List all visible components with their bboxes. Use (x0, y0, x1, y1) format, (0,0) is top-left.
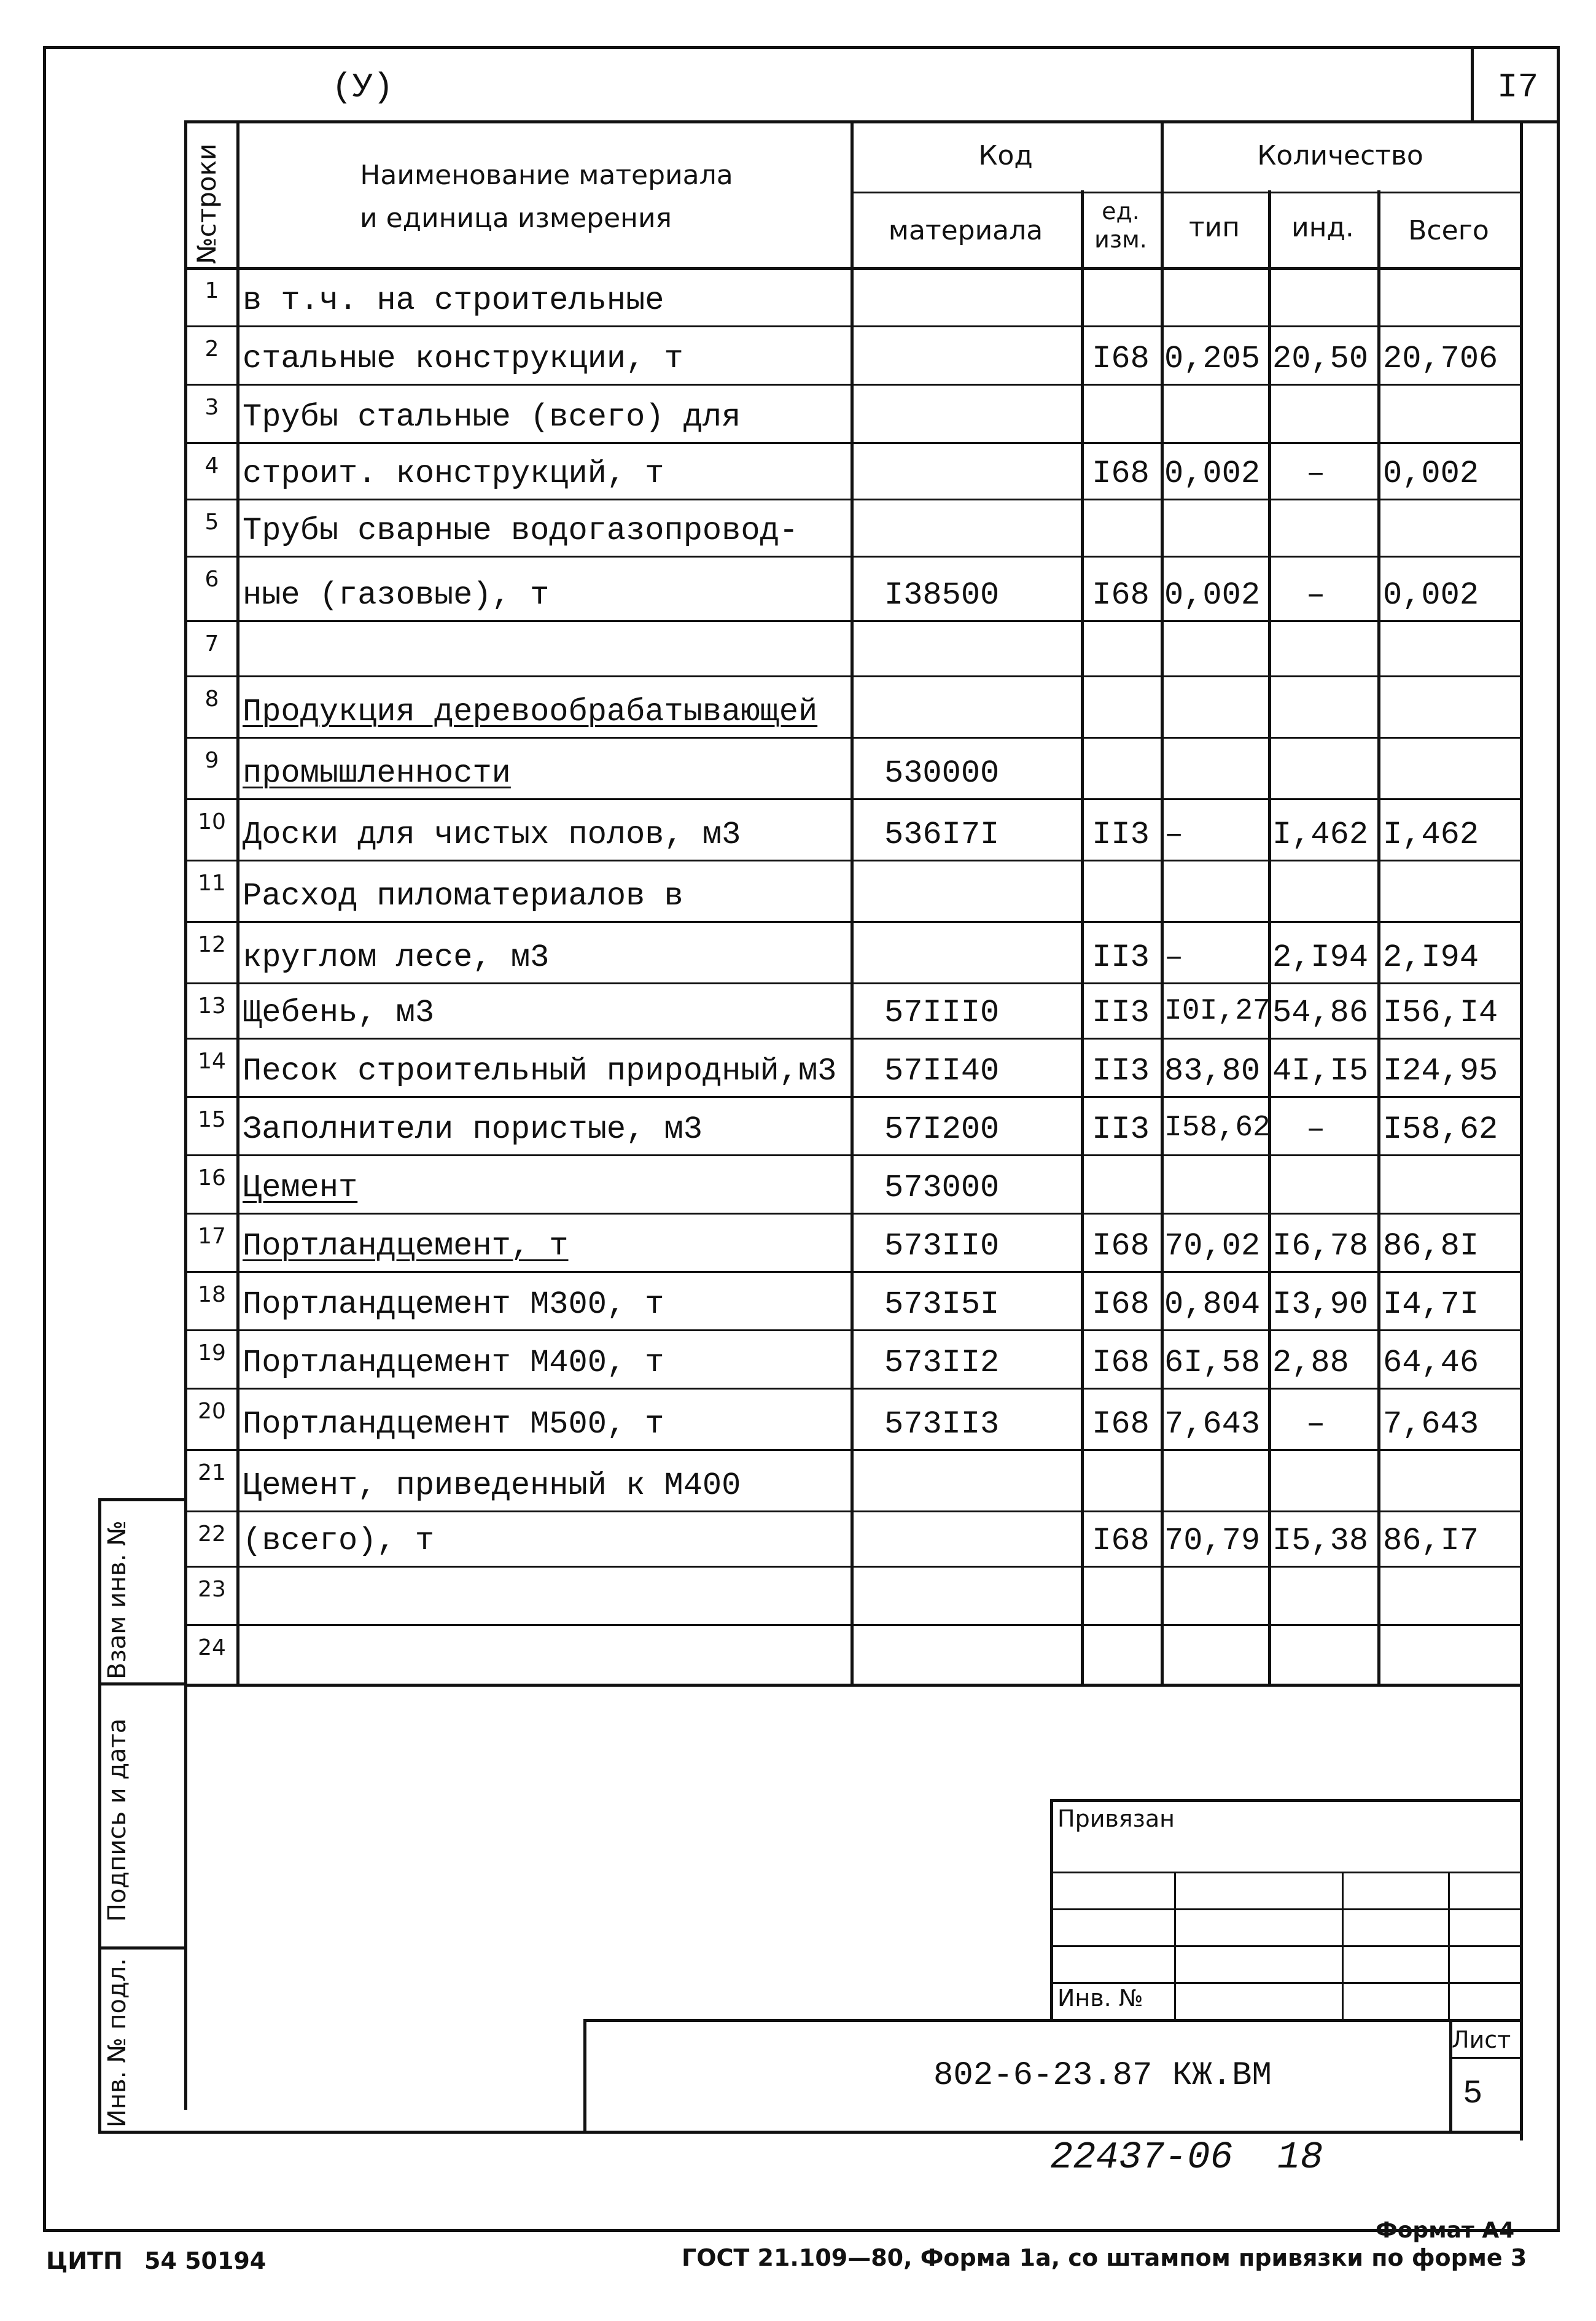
row-name: Портландцемент М400, т (243, 1345, 664, 1381)
row-total: I4,7I (1383, 1286, 1479, 1323)
row-code: 536I7I (884, 817, 1000, 853)
row-typ: 7,643 (1164, 1406, 1261, 1442)
row-divider (184, 1038, 1522, 1040)
row-name: строит. конструкций, т (243, 456, 664, 492)
row-name: Цемент (243, 1170, 358, 1206)
row-n: 24 (198, 1635, 226, 1660)
row-n: 12 (198, 932, 226, 957)
row-total: I24,95 (1383, 1053, 1498, 1089)
row-divider (184, 1566, 1522, 1568)
row-divider (184, 325, 1522, 327)
row-name: промышленности (243, 755, 511, 791)
privyazan-col2 (1342, 1872, 1344, 2020)
header-qty-type: тип (1189, 212, 1240, 243)
stamp-vzam-inv: Взам инв. № (103, 1520, 131, 1679)
title-block-left (583, 2019, 586, 2134)
row-divider (184, 1271, 1522, 1273)
row-total: I56,I4 (1383, 995, 1498, 1031)
row-divider (184, 442, 1522, 444)
row-total: 20,706 (1383, 341, 1498, 377)
row-code: 57III0 (884, 995, 1000, 1031)
col-rowno-divider (236, 120, 239, 1686)
row-divider (184, 1213, 1522, 1215)
row-typ: I0I,27 (1164, 995, 1271, 1028)
row-n: 20 (198, 1399, 226, 1424)
row-typ: 70,79 (1164, 1523, 1261, 1559)
row-total: I58,62 (1383, 1111, 1498, 1148)
row-divider (184, 737, 1522, 739)
row-code: 573II3 (884, 1406, 1000, 1442)
side-stamp-div2 (98, 1946, 187, 1950)
row-total: 7,643 (1383, 1406, 1479, 1442)
side-stamp-div1 (98, 1682, 187, 1685)
row-n: 23 (198, 1577, 226, 1602)
row-total: 2,I94 (1383, 939, 1479, 976)
col-unit-divider (1161, 120, 1164, 1686)
row-typ: 0,205 (1164, 341, 1261, 377)
row-name: Заполнители пористые, м3 (243, 1111, 703, 1148)
row-name: Портландцемент, т (243, 1228, 569, 1264)
row-name: Трубы стальные (всего) для (243, 399, 741, 435)
row-unit: I68 (1092, 456, 1150, 492)
row-typ: 6I,58 (1164, 1345, 1261, 1381)
row-total: 64,46 (1383, 1345, 1479, 1381)
row-name: Продукция деревообрабатывающей (243, 694, 818, 730)
privyazan-top (1050, 1799, 1523, 1802)
row-divider (184, 675, 1522, 677)
row-divider (184, 556, 1522, 558)
row-total: 86,I7 (1383, 1523, 1479, 1559)
row-code: 57II40 (884, 1053, 1000, 1089)
row-ind: 2,88 (1272, 1345, 1349, 1381)
row-divider (184, 499, 1522, 500)
row-name: Песок строительный природный,м3 (243, 1053, 837, 1089)
row-unit: II3 (1092, 995, 1150, 1031)
row-divider (184, 620, 1522, 622)
row-name: Доски для чистых полов, м3 (243, 817, 741, 853)
corner-label: (У) (332, 68, 394, 107)
row-divider (184, 1624, 1522, 1626)
header-top (184, 120, 1523, 123)
row-typ: 0,002 (1164, 577, 1261, 613)
row-name: Трубы сварные водогазопровод- (243, 513, 798, 549)
col-name-divider (851, 120, 854, 1686)
row-ind: – (1306, 577, 1326, 613)
row-total: 86,8I (1383, 1228, 1479, 1264)
row-typ: – (1164, 817, 1184, 853)
row-n: 19 (198, 1340, 226, 1366)
header-name-line2: и единица измерения (359, 203, 672, 234)
row-n: 4 (204, 453, 219, 478)
row-ind: – (1306, 456, 1326, 492)
row-total: I,462 (1383, 817, 1479, 853)
row-divider (184, 1154, 1522, 1156)
row-n: 3 (204, 395, 219, 420)
row-ind: I3,90 (1272, 1286, 1369, 1323)
row-divider (184, 798, 1522, 800)
row-unit: I68 (1092, 1345, 1150, 1381)
privyazan-row4 (1050, 1982, 1523, 1984)
row-divider (184, 1096, 1522, 1098)
row-code: 57I200 (884, 1111, 1000, 1148)
side-stamp-left (98, 1498, 101, 2134)
row-typ: 0,002 (1164, 456, 1261, 492)
row-n: 18 (198, 1282, 226, 1307)
row-n: 1 (204, 278, 219, 303)
row-n: 21 (198, 1460, 226, 1485)
stamp-podpis-data: Подпись и дата (103, 1718, 131, 1922)
row-n: 2 (204, 336, 219, 362)
row-ind: 2,I94 (1272, 939, 1369, 976)
row-n: 5 (204, 510, 219, 535)
privyazan-label: Привязан (1057, 1805, 1175, 1832)
header-code-material: материала (888, 215, 1043, 246)
row-ind: 20,50 (1272, 341, 1369, 377)
row-name: в т.ч. на строительные (243, 282, 664, 319)
privyazan-row2 (1050, 1908, 1523, 1910)
col-code-divider (1081, 190, 1084, 1686)
row-unit: I68 (1092, 1523, 1150, 1559)
row-unit: I68 (1092, 1406, 1150, 1442)
footer-org: ЦИТП (46, 2247, 123, 2274)
list-label: Лист (1452, 2026, 1511, 2053)
row-n: 16 (198, 1165, 226, 1191)
row-n: 22 (198, 1522, 226, 1547)
row-ind: 54,86 (1272, 995, 1369, 1031)
row-unit: II3 (1092, 939, 1150, 976)
row-code: 573I5I (884, 1286, 1000, 1323)
header-subdivider (851, 192, 1520, 193)
row-n: 14 (198, 1049, 226, 1074)
header-unit-line2: изм. (1094, 226, 1147, 253)
sheet-number-top: I7 (1497, 68, 1539, 107)
row-divider (184, 1510, 1522, 1512)
header-bottom (184, 267, 1523, 270)
handwritten-number: 22437-06 (1050, 2136, 1233, 2179)
header-name-line1: Наименование материала (360, 160, 733, 191)
row-n: 10 (198, 809, 226, 834)
row-total: 0,002 (1383, 456, 1479, 492)
row-n: 6 (204, 567, 219, 592)
row-typ: I58,62 (1164, 1111, 1271, 1145)
row-name: Портландцемент М500, т (243, 1406, 664, 1442)
row-n: 7 (204, 631, 219, 656)
row-n: 17 (198, 1224, 226, 1249)
col-typ-divider (1268, 190, 1271, 1686)
row-name: (всего), т (243, 1523, 435, 1559)
privyazan-col1 (1174, 1872, 1176, 2020)
header-qty-total: Всего (1408, 215, 1489, 246)
row-unit: I68 (1092, 341, 1150, 377)
row-code: I38500 (884, 577, 1000, 613)
side-stamp-top (98, 1498, 187, 1501)
row-name: ные (газовые), т (243, 577, 550, 613)
row-typ: 0,804 (1164, 1286, 1261, 1323)
row-divider (184, 982, 1522, 984)
table-right-border (1520, 120, 1523, 2140)
row-ind: 4I,I5 (1272, 1053, 1369, 1089)
document-code: 802-6-23.87 КЖ.ВМ (933, 2057, 1272, 2094)
row-code: 573II0 (884, 1228, 1000, 1264)
row-n: 8 (204, 686, 219, 712)
row-n: 9 (204, 748, 219, 773)
row-code: 573II2 (884, 1345, 1000, 1381)
row-divider (184, 860, 1522, 861)
row-ind: I,462 (1272, 817, 1369, 853)
frame-bottom (43, 2229, 1560, 2232)
row-ind: – (1306, 1406, 1326, 1442)
list-cell-divider (1449, 2057, 1523, 2059)
row-ind: I5,38 (1272, 1523, 1369, 1559)
row-unit: I68 (1092, 1286, 1150, 1323)
table-body-bottom (184, 1684, 1523, 1687)
row-divider (184, 921, 1522, 923)
row-typ: – (1164, 939, 1184, 976)
row-name: стальные конструкции, т (243, 341, 683, 377)
row-name: Щебень, м3 (243, 995, 435, 1031)
row-divider (184, 1449, 1522, 1451)
row-typ: 83,80 (1164, 1053, 1261, 1089)
list-value: 5 (1463, 2075, 1483, 2113)
header-qty-ind: инд. (1291, 212, 1354, 243)
row-ind: – (1306, 1111, 1326, 1148)
side-stamp-bottom (98, 2131, 1523, 2134)
row-divider (184, 384, 1522, 386)
frame-right (1557, 46, 1560, 2232)
row-code: 573000 (884, 1170, 1000, 1206)
row-name: круглом лесе, м3 (243, 939, 550, 976)
frame-top (43, 46, 1560, 49)
privyazan-col3 (1448, 1872, 1450, 2020)
col-ind-divider (1377, 190, 1380, 1686)
inv-no-label: Инв. № (1057, 1985, 1143, 2012)
footer-code: 54 50194 (144, 2247, 267, 2274)
row-unit: I68 (1092, 577, 1150, 613)
handwritten-suffix: 18 (1277, 2136, 1323, 2179)
header-qty: Количество (1257, 140, 1423, 171)
row-n: 13 (198, 993, 226, 1019)
row-ind: I6,78 (1272, 1228, 1369, 1264)
row-name: Цемент, приведенный к М400 (243, 1468, 741, 1504)
row-n: 11 (198, 871, 226, 896)
row-divider (184, 1388, 1522, 1390)
row-unit: II3 (1092, 1111, 1150, 1148)
row-divider (184, 1329, 1522, 1331)
sheet-number-divider (1471, 46, 1474, 123)
row-code: 530000 (884, 755, 1000, 791)
format-label: Формат А4 (1376, 2218, 1515, 2243)
header-unit-line1: ед. (1102, 198, 1140, 225)
row-total: 0,002 (1383, 577, 1479, 613)
row-name: Портландцемент М300, т (243, 1286, 664, 1323)
frame-left (43, 46, 46, 2232)
row-n: 15 (198, 1107, 226, 1132)
header-code: Код (978, 140, 1033, 171)
row-typ: 70,02 (1164, 1228, 1261, 1264)
stamp-inv-podl: Инв. № подл. (103, 1958, 131, 2128)
title-block-top (583, 2019, 1523, 2022)
privyazan-row3 (1050, 1945, 1523, 1947)
footer-standard: ГОСТ 21.109—80, Форма 1а, со штампом привязки по форме 3 (682, 2244, 1527, 2271)
row-unit: I68 (1092, 1228, 1150, 1264)
row-unit: II3 (1092, 817, 1150, 853)
privyazan-row1 (1050, 1872, 1523, 1873)
row-unit: II3 (1092, 1053, 1150, 1089)
header-row-number: №строки (192, 143, 222, 264)
row-name: Расход пиломатериалов в (243, 878, 683, 914)
